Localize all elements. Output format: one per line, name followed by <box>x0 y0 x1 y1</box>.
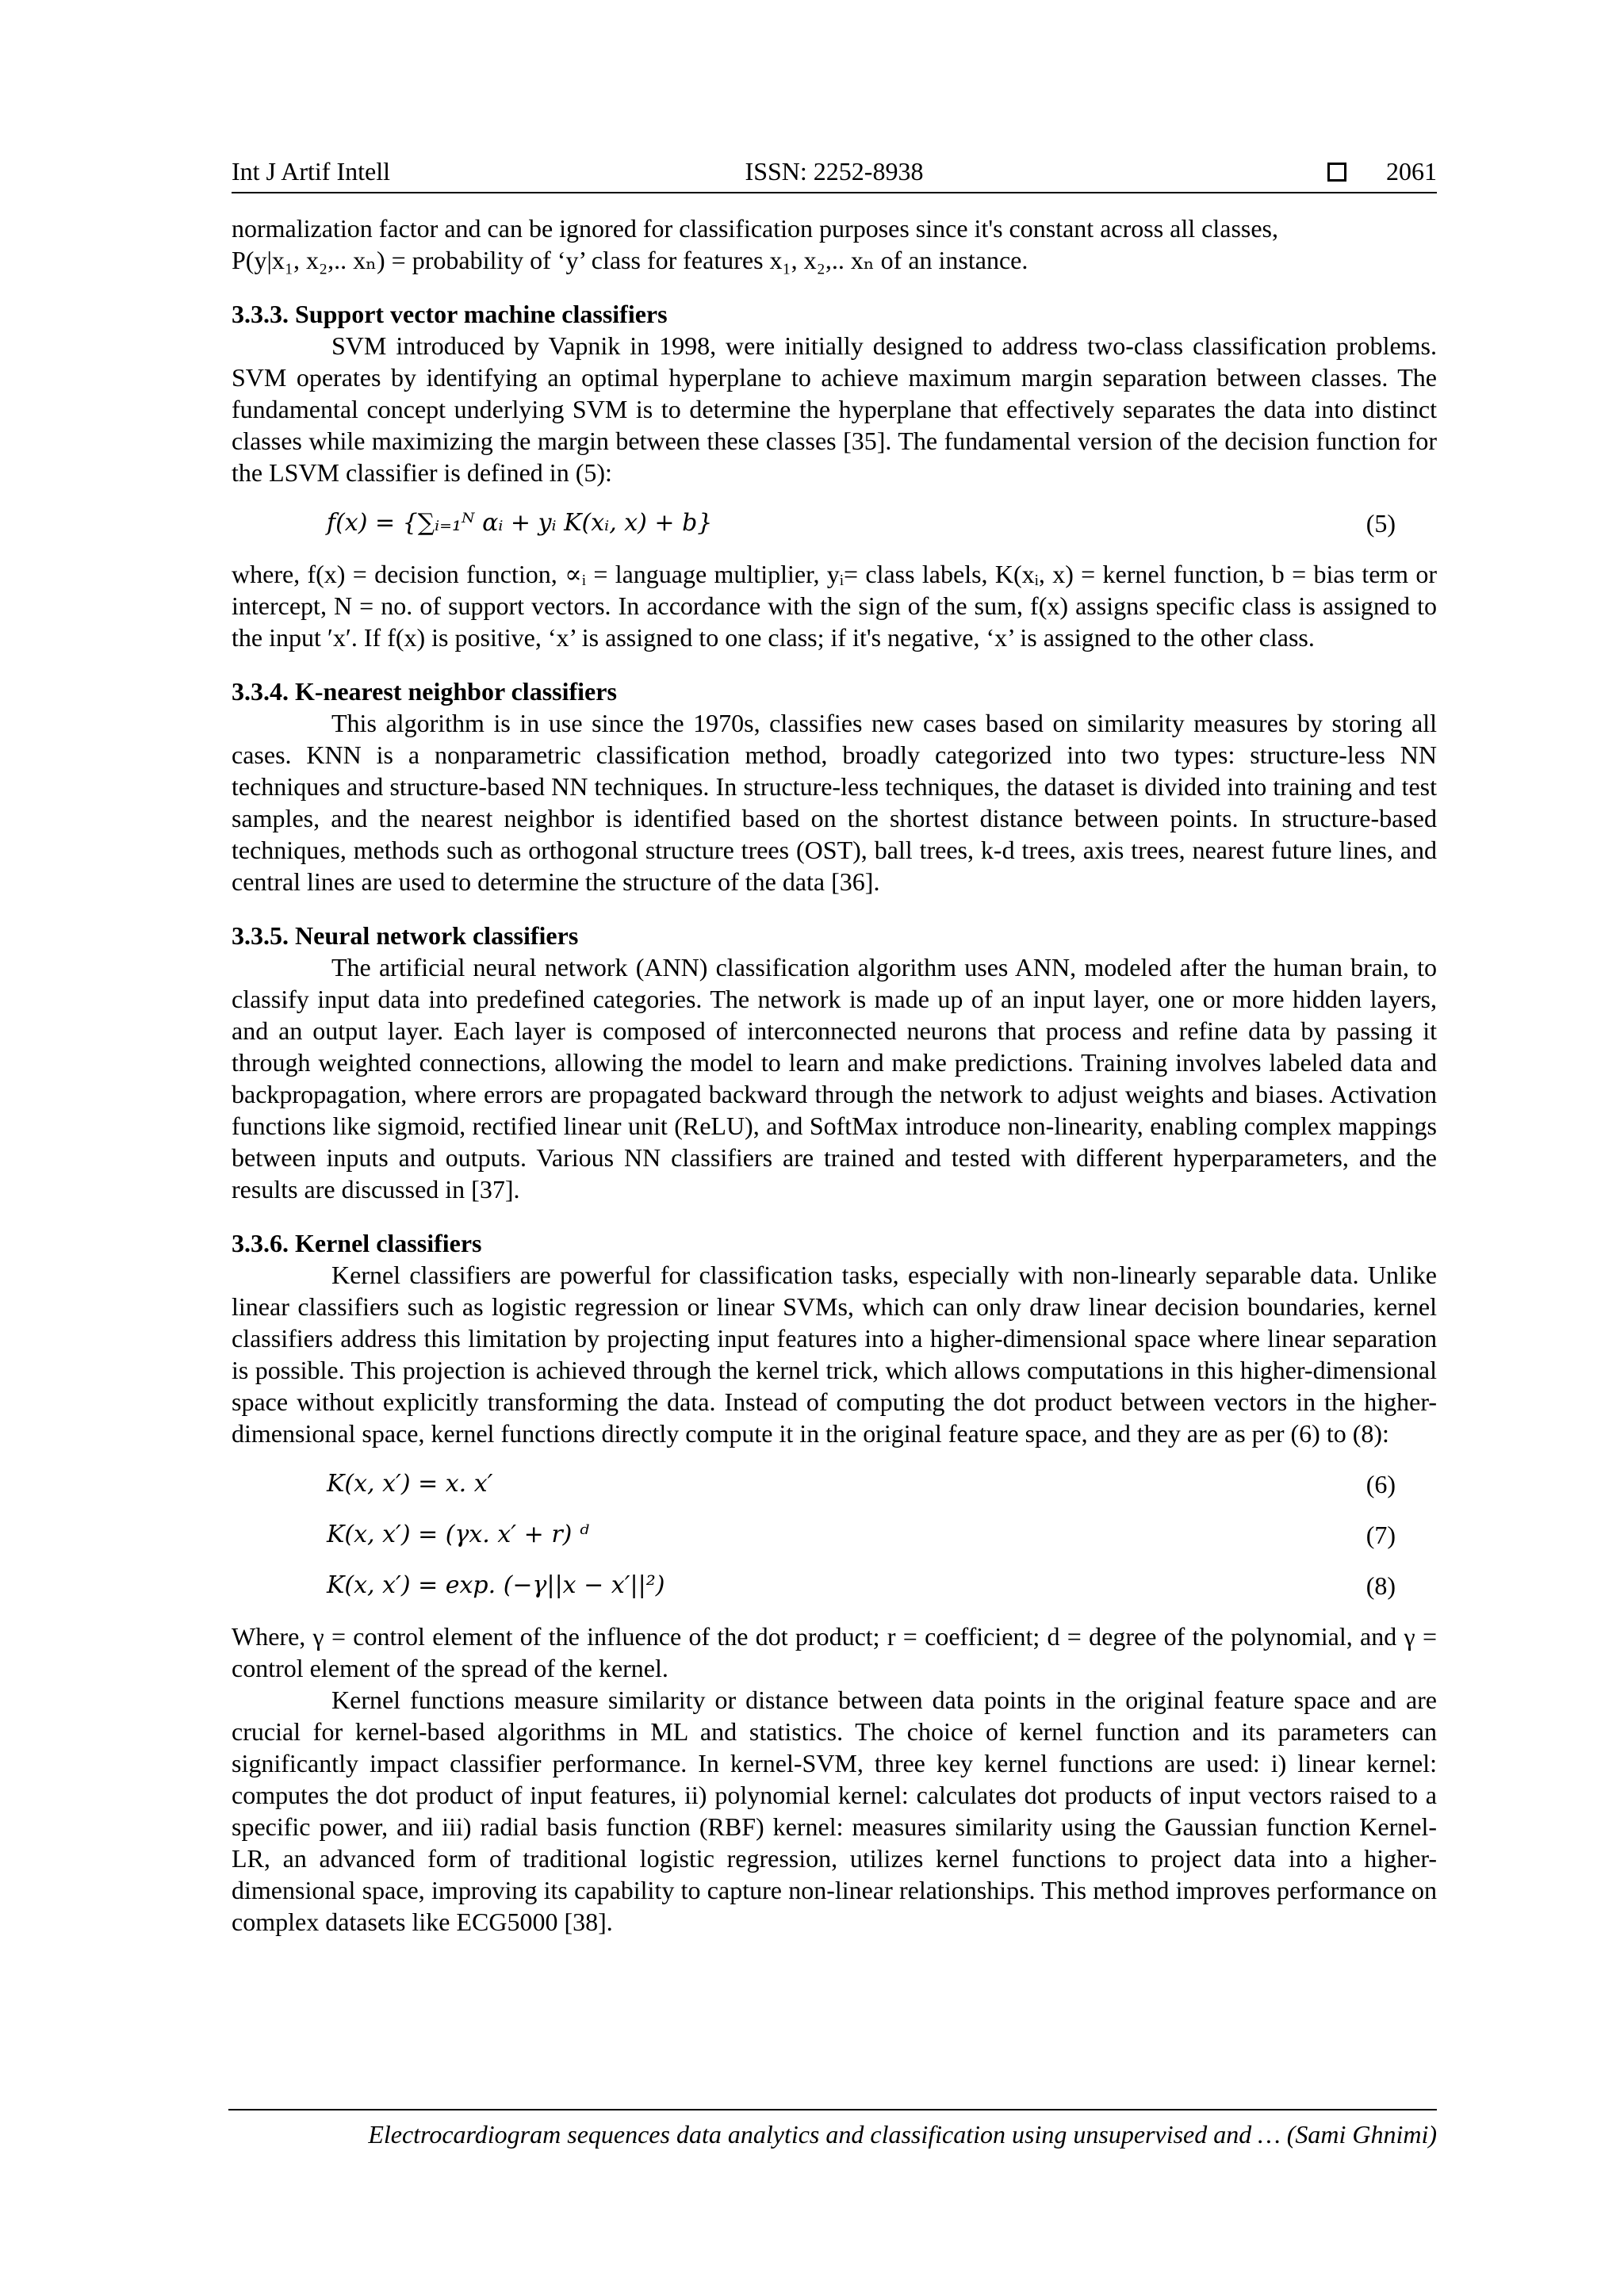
section-heading-knn: 3.3.4. K-nearest neighbor classifiers <box>232 677 617 706</box>
section-heading-nn: 3.3.5. Neural network classifiers <box>232 921 579 950</box>
journal-name: Int J Artif Intell <box>232 157 390 186</box>
intro-line-2: P(y|x₁, x₂,.. xₙ) = probability of ‘y’ class for features x₁, x₂,.. xₙ of an instance. <box>232 246 1028 274</box>
section-heading-svm: 3.3.3. Support vector machine classifiers <box>232 300 668 328</box>
page-header <box>232 155 1437 193</box>
page-number: 2061 <box>1386 157 1437 186</box>
equation-8 <box>232 1570 1437 1601</box>
equation-6-number: (6) <box>1365 1470 1396 1498</box>
page-number-group <box>1327 155 1437 187</box>
intro-line-1: normalization factor and can be ignored for classification purposes since it's constant across all classes, <box>232 214 1278 243</box>
equation-5 <box>232 507 1437 539</box>
kernel-where-paragraph: Where, γ = control element of the influence of the dot product; r = coefficient; d = degree of the polynomial, and γ = control element of the spread of the kernel. <box>232 1622 1437 1682</box>
equation-6-expression: K(x, x′) = x. x′ <box>327 1470 493 1498</box>
equation-5-number: (5) <box>1365 509 1396 538</box>
kernel-paragraph-3: Kernel functions measure similarity or distance between data points in the original feature space and are crucial for kernel-based algorithms in ML and statistics. The choice of kernel function and its parameters can significantly impact classifier performance. In kernel-SVM, three key kernel functions are used: i) linear kernel: computes the dot product of input features, ii) polynomial kernel: calculates dot products of input vectors raised to a specific power, and iii) radial basis function (RBF) kernel: measures similarity using the Gaussian function Kernel-LR, an advanced form of traditional logistic regression, utilizes kernel functions to project data into a higher-dimensional space, improving its capability to capture non-linear relationships. This method improves performance on complex datasets like ECG5000 [38]. <box>232 1686 1437 1936</box>
knn-paragraph: This algorithm is in use since the 1970s, classifies new cases based on similarity measures by storing all cases. KNN is a nonparametric classification method, broadly categorized into two types: structure-less NN techniques and structure-based NN techniques. In structure-less techniques, the dataset is divided into training and test samples, and the nearest neighbor is identified based on the shortest distance between points. In structure-based techniques, methods such as orthogonal structure trees (OST), ball trees, k-d trees, axis trees, nearest future lines, and central lines are used to determine the structure of the data [36]. <box>232 709 1437 896</box>
equation-8-expression: K(x, x′) = exp. (−γ||x − x′||²) <box>327 1571 665 1599</box>
equation-7 <box>232 1519 1437 1551</box>
equation-7-expression: K(x, x′) = (γx. x′ + r) ᵈ <box>327 1521 589 1548</box>
svm-paragraph: SVM introduced by Vapnik in 1998, were initially designed to address two-class classification problems. SVM operates by identifying an optimal hyperplane to achieve maximum margin separation between classes. The fundamental concept underlying SVM is to determine the hyperplane that effectively separates the data into distinct classes while maximizing the margin between these classes [35]. The fundamental version of the decision function for the LSVM classifier is defined in (5): <box>232 331 1437 487</box>
equation-5-expression: f(x) = {∑ᵢ₌₁ᴺ αᵢ + yᵢ K(xᵢ, x) + b} <box>327 509 713 537</box>
page-body <box>232 212 1437 1938</box>
square-icon <box>1327 163 1346 182</box>
nn-paragraph: The artificial neural network (ANN) classification algorithm uses ANN, modeled after the human brain, to classify input data into predefined categories. The network is made up of an input layer, one or more hidden layers, and an output layer. Each layer is composed of interconnected neurons that process and refine data by passing it through weighted connections, allowing the model to learn and make predictions. Training involves labeled data and backpropagation, where errors are propagated backward through the network to adjust weights and biases. Activation functions like sigmoid, rectified linear unit (ReLU), and SoftMax introduce non-linearity, enabling complex mappings between inputs and outputs. Various NN classifiers are trained and tested with different hyperparameters, and the results are discussed in [37]. <box>232 953 1437 1203</box>
kernel-paragraph-1: Kernel classifiers are powerful for classification tasks, especially with non-linearly separable data. Unlike linear classifiers such as logistic regression or linear SVMs, which can only draw linear decision boundaries, kernel classifiers address this limitation by projecting input features into a higher-dimensional space where linear separation is possible. This projection is achieved through the kernel trick, which allows computations in this higher-dimensional space without explicitly transforming the data. Instead of computing the dot product between vectors in the higher-dimensional space, kernel functions directly compute it in the original feature space, and they are as per (6) to (8): <box>232 1261 1437 1448</box>
equation-7-number: (7) <box>1365 1521 1396 1549</box>
page-footer: Electrocardiogram sequences data analytics and classification using unsupervised and … (Sami Ghnimi) <box>228 2109 1437 2150</box>
section-heading-kernel: 3.3.6. Kernel classifiers <box>232 1229 482 1257</box>
equation-6 <box>232 1468 1437 1500</box>
issn: ISSN: 2252-8938 <box>745 157 924 186</box>
svm-where-paragraph: where, f(x) = decision function, ∝ᵢ = language multiplier, yᵢ= class labels, K(xᵢ, x) = kernel function, b = bias term or intercept, N = no. of support vectors. In accordance with the sign of the sum, f(x) assigns specific class is assigned to the input ′x′. If f(x) is positive, ‘x’ is assigned to one class; if it's negative, ‘x’ is assigned to the other class. <box>232 560 1437 652</box>
equation-8-number: (8) <box>1365 1571 1396 1600</box>
